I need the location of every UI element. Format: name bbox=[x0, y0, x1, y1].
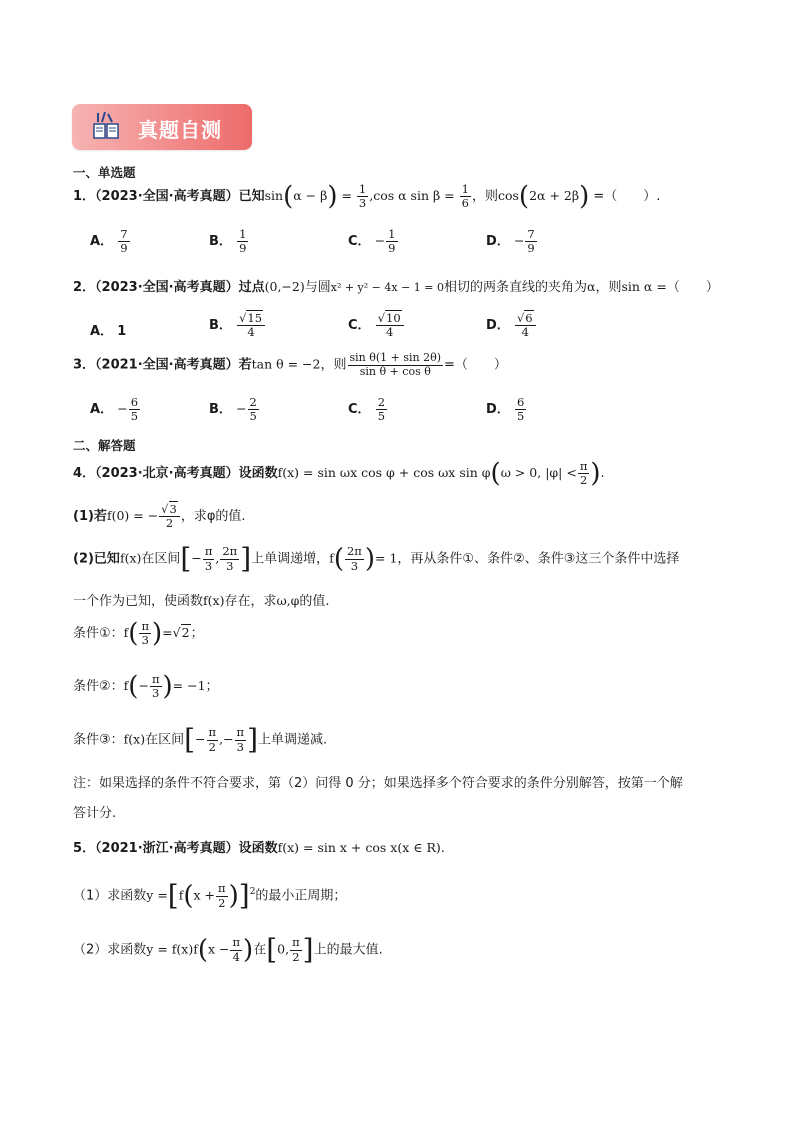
q5-part-1: （1）求函数y =[f(x + $\frac{\pi}{2}$ )]$^2$的最小正周期； bbox=[73, 879, 347, 912]
q2-option-c[interactable]: C． $\frac{√10}{4}$ bbox=[348, 312, 405, 339]
q1-arg: α − β bbox=[293, 188, 328, 204]
q4-note-line-2: 答计分. bbox=[73, 806, 117, 821]
q2-option-b[interactable]: B． $\frac{√15}{4}$ bbox=[209, 312, 266, 339]
q1-option-b[interactable]: B． $\frac{1}{9}$ bbox=[209, 227, 247, 256]
q4-part-1: (1)若f(0) = − $\frac{√3}{2}$ ，求φ的值. bbox=[73, 502, 246, 531]
q1-frac-1-3: $\frac{1}{3}$ bbox=[358, 182, 367, 211]
question-5-stem: 5．（2021·浙江·高考真题）设函数f(x) = sin x + cos x(x ∈ R). bbox=[73, 840, 445, 856]
q1-blank: =（ ）. bbox=[589, 189, 661, 205]
q1-frac-1-6: $\frac{1}{6}$ bbox=[461, 182, 469, 211]
q1-cos-sin: ,cos α sin β = bbox=[369, 188, 459, 204]
q1-prefix: 1．（2023·全国·高考真题）已知 bbox=[73, 189, 265, 205]
q4-part-2-line-2: 一个作为已知，使函数f(x)存在，求ω,φ的值. bbox=[73, 593, 330, 609]
q1-option-d[interactable]: D． − $\frac{7}{9}$ bbox=[486, 227, 535, 256]
q4-condition-3: 条件③：f(x)在区间[− $\frac{\pi}{2}$ ,− $\frac{\pi}{3}$ ]上单调递减. bbox=[73, 723, 328, 756]
q4-part-2: (2)已知f(x)在区间[− $\frac{\pi}{3}$ , $\frac{2\pi}{3}$ ]上单调递增，f( $\frac{2\pi}{3}$ )= 1，再从条件①、条件②、条件③这三个条件中选择 bbox=[73, 542, 680, 575]
q4-note-line-1: 注：如果选择的条件不符合要求，第（2）问得 0 分；如果选择多个符合要求的条件分别解答，按第一个解 bbox=[73, 776, 683, 791]
q2-option-d[interactable]: D． $\frac{√6}{4}$ bbox=[486, 312, 537, 339]
banner-title: 真题自测 bbox=[138, 118, 222, 142]
q3-option-b[interactable]: B． − $\frac{2}{5}$ bbox=[209, 395, 257, 424]
q4-condition-2: 条件②：f(− $\frac{\pi}{3}$ )= −1； bbox=[73, 671, 219, 702]
question-4-stem: 4．（2023·北京·高考真题）设函数f(x) = sin ωx cos φ + cos ωx sin φ(ω > 0, |φ| < $\frac{\pi}{2}$ ). bbox=[73, 458, 605, 489]
q2-option-a[interactable]: A． 1 bbox=[90, 324, 127, 339]
q3-option-c[interactable]: C． $\frac{2}{5}$ bbox=[348, 395, 386, 424]
question-3-stem: 3．（2021·全国·高考真题）若tan θ = −2，则 $\frac{\text{sin θ(1 + sin 2θ)}}{\text{sin θ + cos θ}}$ =（ ） bbox=[73, 351, 507, 378]
section-title-answer: 二、解答题 bbox=[73, 438, 136, 453]
q1-target: cos bbox=[497, 188, 519, 204]
question-2-stem: 2．（2023·全国·高考真题）过点(0,−2)与圆x² + y² − 4x − 1 = 0相切的两条直线的夹角为α，则sin α =（ ） bbox=[73, 279, 719, 295]
q3-option-a[interactable]: A． − $\frac{6}{5}$ bbox=[90, 395, 139, 424]
q4-condition-1: 条件①：f( $\frac{\pi}{3}$ )=√2； bbox=[73, 618, 204, 649]
book-icon bbox=[92, 110, 120, 140]
q1-then: ，则 bbox=[471, 189, 498, 205]
q1-sin: sin bbox=[264, 188, 284, 204]
question-1-stem: 1．（2023·全国·高考真题）已知sin(α − β) = $\frac{1}{3}$ ,cos α sin β = $\frac{1}{6}$ ，则cos(2α + 2β) =（ ）. bbox=[73, 181, 661, 212]
q1-option-c[interactable]: C． − $\frac{1}{9}$ bbox=[348, 227, 396, 256]
q3-fraction: $\frac{\text{sin θ(1 + sin 2θ)}}{\text{sin θ + cos θ}}$ bbox=[349, 351, 442, 378]
q1-option-a[interactable]: A． $\frac{7}{9}$ bbox=[90, 227, 128, 256]
q3-option-d[interactable]: D． $\frac{6}{5}$ bbox=[486, 395, 525, 424]
section-title-single-choice: 一、单选题 bbox=[73, 165, 136, 180]
q5-part-2: （2）求函数y = f(x)f(x − $\frac{\pi}{4}$ )在[0, $\frac{\pi}{2}$ ]上的最大值. bbox=[73, 933, 383, 966]
